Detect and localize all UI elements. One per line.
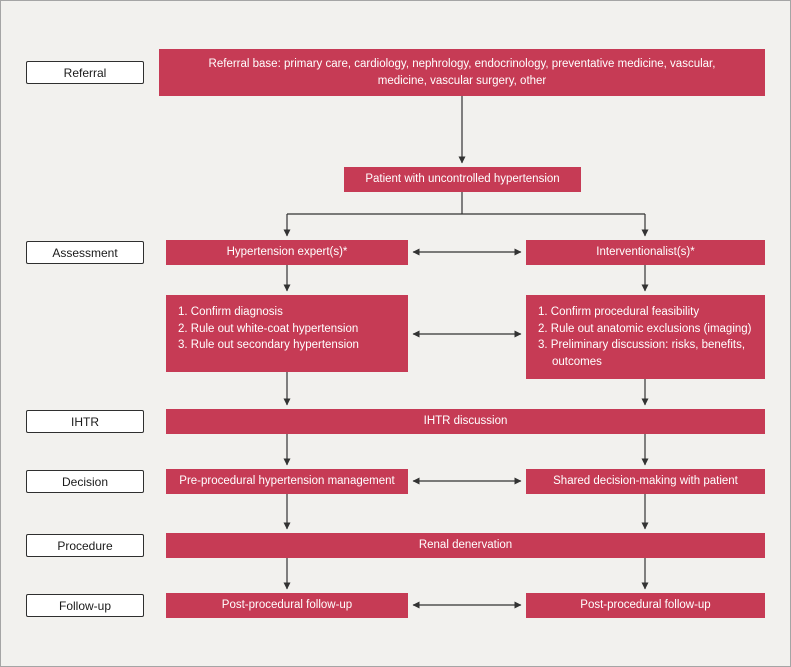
node-post-procedural-follow-up-left: Post-procedural follow-up <box>166 593 408 618</box>
node-ihtr-discussion: IHTR discussion <box>166 409 765 434</box>
node-renal-denervation: Renal denervation <box>166 533 765 558</box>
stage-label-follow-up: Follow-up <box>26 594 144 617</box>
interventionalist-task-3: 3. Preliminary discussion: risks, benefits, outcomes <box>538 339 746 369</box>
stage-label-procedure: Procedure <box>26 534 144 557</box>
interventionalist-task-1: 1. Confirm procedural feasibility <box>538 306 700 318</box>
stage-label-referral: Referral <box>26 61 144 84</box>
node-referral-base-text: Referral base: primary care, cardiology, nephrology, endocrinology, preventative medicine, vascular, medicine, vascular surgery, other <box>208 58 716 87</box>
stage-label-decision: Decision <box>26 470 144 493</box>
stage-label-ihtr: IHTR <box>26 410 144 433</box>
node-interventionalist: Interventionalist(s)* <box>526 240 765 265</box>
node-shared-decision-making: Shared decision-making with patient <box>526 469 765 494</box>
stage-label-assessment: Assessment <box>26 241 144 264</box>
node-hypertension-expert: Hypertension expert(s)* <box>166 240 408 265</box>
node-post-procedural-follow-up-right: Post-procedural follow-up <box>526 593 765 618</box>
node-patient-uncontrolled-hypertension: Patient with uncontrolled hypertension <box>344 167 581 192</box>
expert-task-2: 2. Rule out white-coat hypertension <box>178 322 359 335</box>
expert-task-3: 3. Rule out secondary hypertension <box>178 339 359 352</box>
node-expert-tasks <box>166 295 408 372</box>
node-interventionalist-tasks <box>526 295 765 379</box>
interventionalist-task-2: 2. Rule out anatomic exclusions (imaging) <box>538 322 752 335</box>
expert-task-1: 1. Confirm diagnosis <box>178 306 283 318</box>
node-pre-procedural-management: Pre-procedural hypertension management <box>166 469 408 494</box>
node-referral-base <box>159 49 765 96</box>
